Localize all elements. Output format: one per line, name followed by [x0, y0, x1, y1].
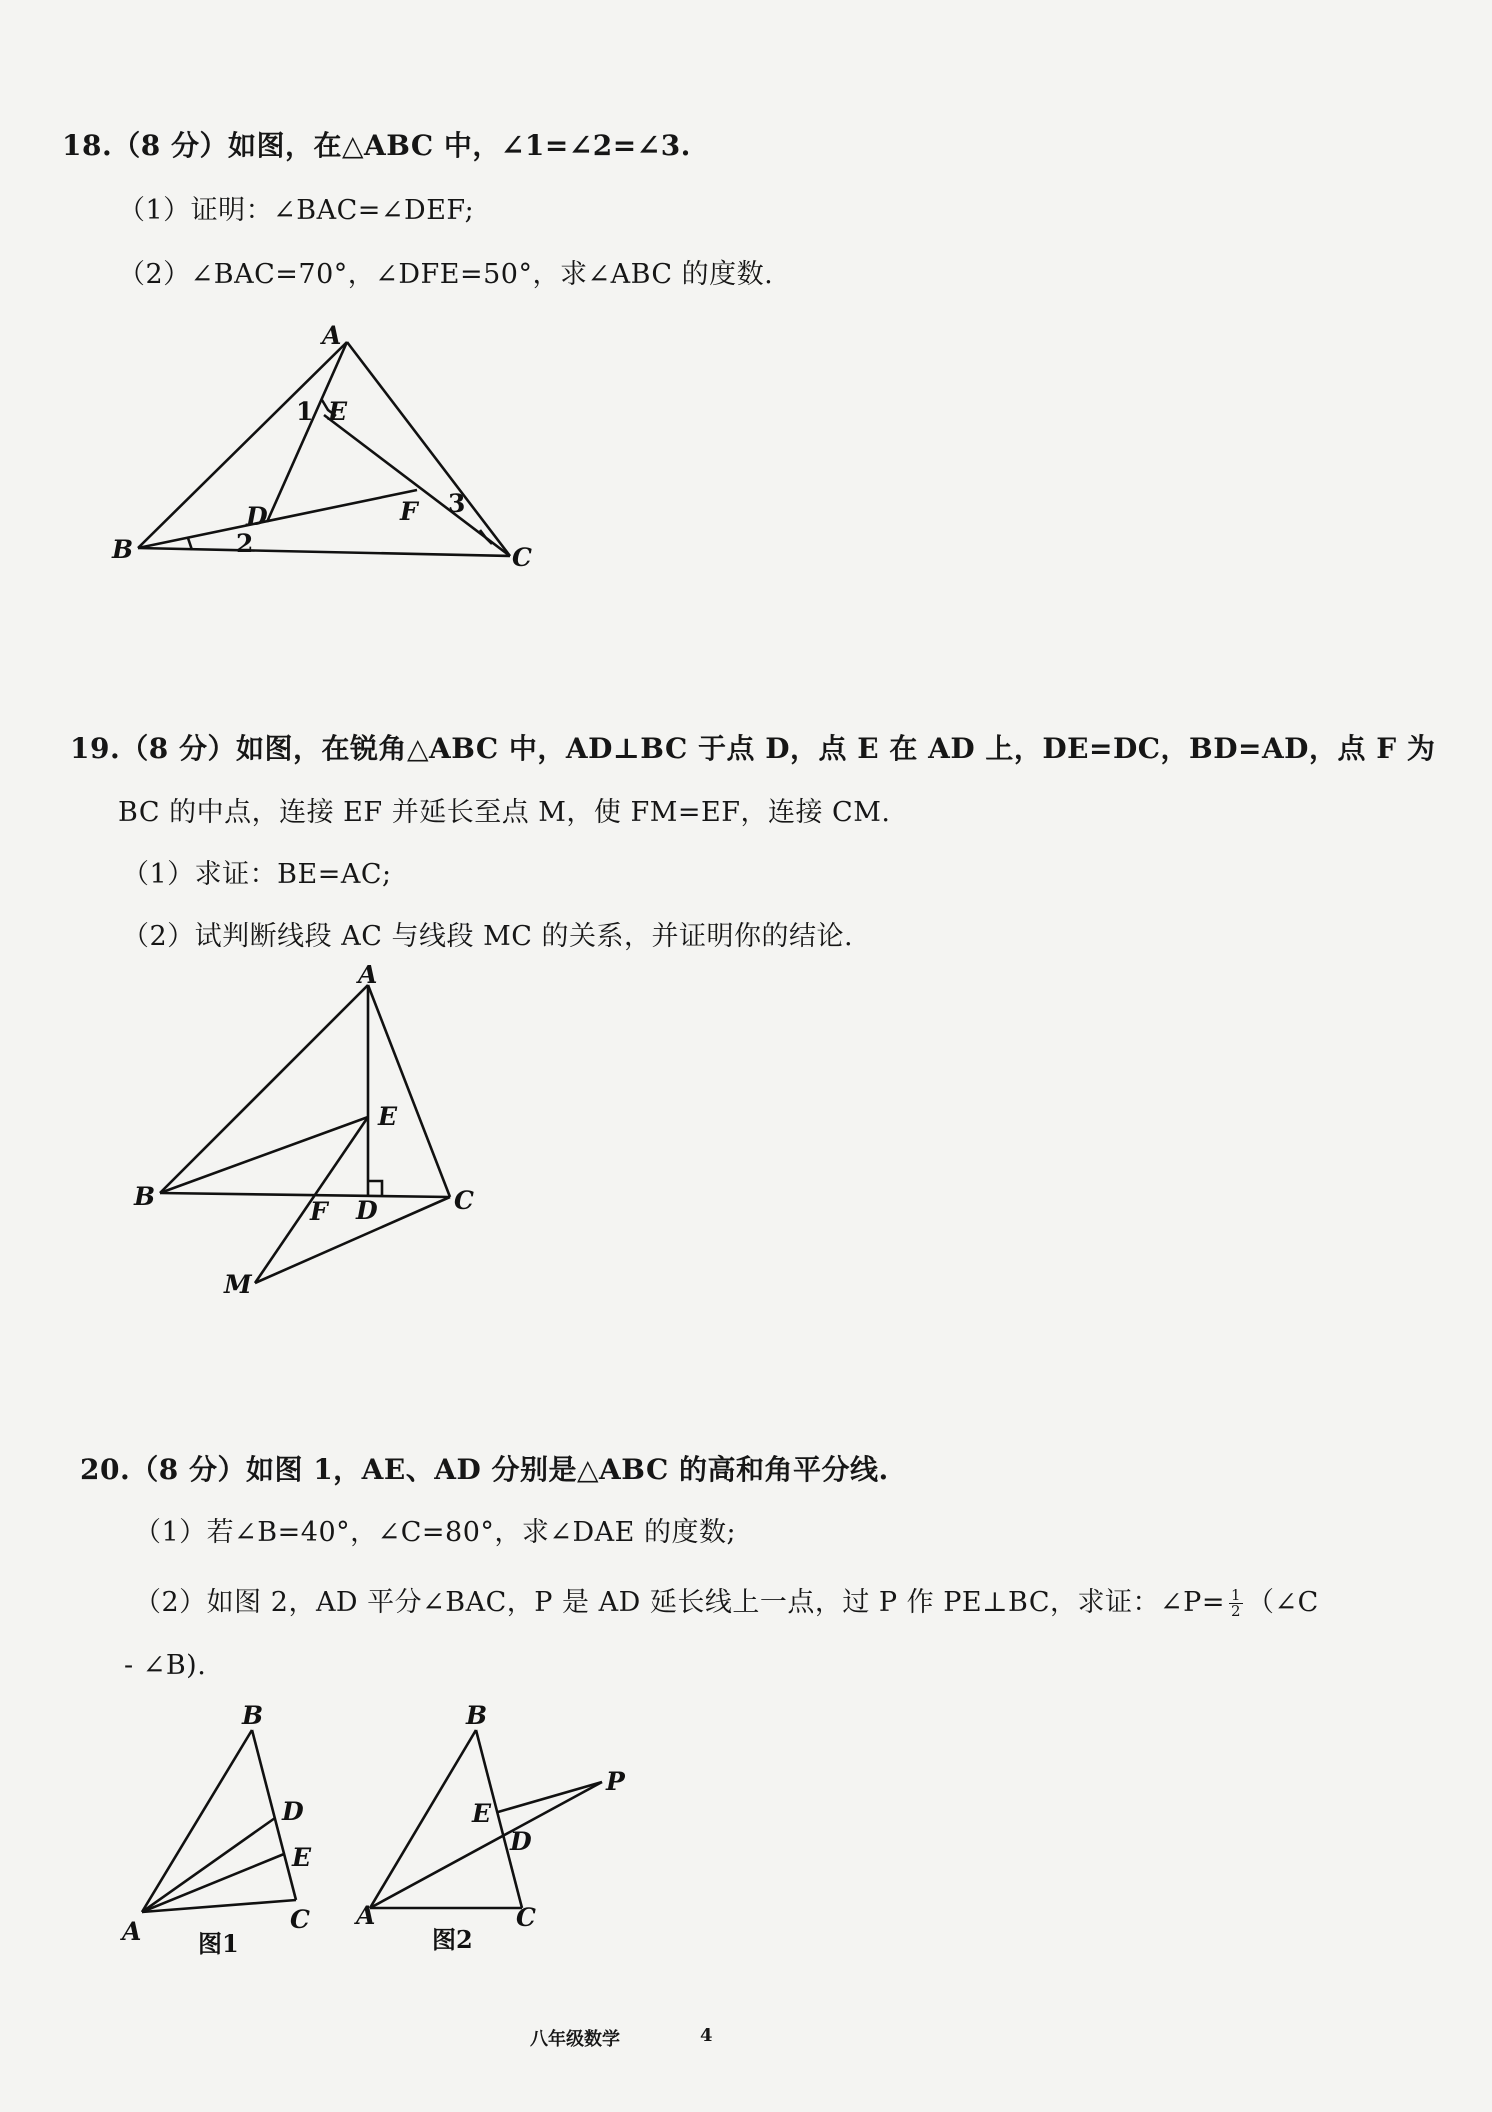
q19-edge-ac	[368, 985, 450, 1197]
fig2-label-e: E	[472, 1799, 492, 1828]
q20-part1: （1）若∠B=40°，∠C=80°，求∠DAE 的度数;	[134, 1517, 737, 1548]
q18-part2: （2）∠BAC=70°，∠DFE=50°，求∠ABC 的度数.	[118, 259, 774, 290]
fig2-label-b: B	[466, 1701, 488, 1730]
q18-label-b: B	[112, 535, 134, 564]
q18-edge-bc	[138, 548, 510, 556]
q18-label-a: A	[322, 321, 342, 350]
q18-label-2: 2	[236, 529, 254, 558]
q20-heading: 20.（8 分）如图 1，AE、AD 分别是△ABC 的高和角平分线.	[80, 1453, 889, 1486]
q18-edge-ab	[138, 342, 347, 548]
q19-label-c: C	[454, 1186, 474, 1215]
fraction-numerator: 1	[1230, 1586, 1241, 1604]
fig1-label-e: E	[292, 1843, 312, 1872]
one-half-fraction	[1229, 1588, 1243, 1619]
fig2-caption: 图2	[432, 1925, 473, 1954]
q18-label-d: D	[246, 502, 268, 531]
q20-part2-tail: （∠C	[1247, 1587, 1319, 1618]
fig1-label-d: D	[282, 1797, 304, 1826]
q19-label-b: B	[134, 1182, 156, 1211]
q18-edge-ac	[347, 342, 510, 556]
q18-segment-ad	[267, 342, 347, 522]
q19-label-m: M	[224, 1270, 252, 1299]
fig1-edge-ab	[142, 1730, 252, 1912]
q20-figure-2	[350, 1690, 640, 1980]
q19-part1: （1）求证：BE=AC;	[122, 859, 392, 890]
q19-label-f: F	[310, 1197, 328, 1226]
q20-part2-text: （2）如图 2，AD 平分∠BAC，P 是 AD 延长线上一点，过 P 作 PE⊥BC，求证：∠P=	[134, 1587, 1225, 1618]
fig1-label-c: C	[290, 1905, 310, 1934]
footer-subject: 八年级数学	[530, 2029, 620, 2050]
fig2-segment-pe	[498, 1782, 602, 1812]
q19-part2: （2）试判断线段 AC 与线段 MC 的关系，并证明你的结论.	[122, 921, 854, 952]
q18-label-e: E	[328, 397, 348, 426]
q18-label-3: 3	[448, 489, 466, 518]
q18-label-1: 1	[296, 397, 314, 426]
q18-part1: （1）证明：∠BAC=∠DEF;	[118, 195, 475, 226]
q19-label-e: E	[378, 1102, 398, 1131]
q20-part2-continued: - ∠B).	[124, 1650, 207, 1681]
q19-segment-be	[160, 1117, 368, 1193]
q18-triangle-figure	[100, 320, 560, 580]
fig1-caption: 图1	[198, 1929, 239, 1958]
q20-figure-1	[110, 1690, 340, 1980]
fig2-label-c: C	[516, 1903, 536, 1932]
footer-page-number: 4	[700, 2025, 713, 2046]
q18-heading: 18.（8 分）如图，在△ABC 中，∠1=∠2=∠3.	[62, 129, 691, 162]
q18-label-c: C	[512, 543, 532, 572]
q19-heading: 19.（8 分）如图，在锐角△ABC 中，AD⊥BC 于点 D，点 E 在 AD 上，DE=DC，BD=AD，点 F 为	[70, 732, 1436, 765]
q19-label-d: D	[356, 1196, 378, 1225]
q19-right-angle-mark	[368, 1181, 382, 1195]
q19-label-a: A	[358, 965, 378, 989]
fig2-label-p: P	[606, 1767, 625, 1796]
q19-heading-continued: BC 的中点，连接 EF 并延长至点 M，使 FM=EF，连接 CM.	[118, 797, 891, 828]
q18-label-f: F	[400, 497, 418, 526]
fig2-label-d: D	[510, 1827, 532, 1856]
q19-edge-bc	[160, 1193, 450, 1197]
q20-part2	[134, 1580, 1319, 1619]
fig1-label-a: A	[122, 1917, 142, 1946]
fraction-denominator: 2	[1230, 1602, 1241, 1620]
fig1-label-b: B	[242, 1701, 264, 1730]
q19-triangle-figure	[110, 965, 510, 1305]
fig2-edge-ab	[370, 1730, 476, 1908]
fig2-label-a: A	[356, 1901, 376, 1930]
